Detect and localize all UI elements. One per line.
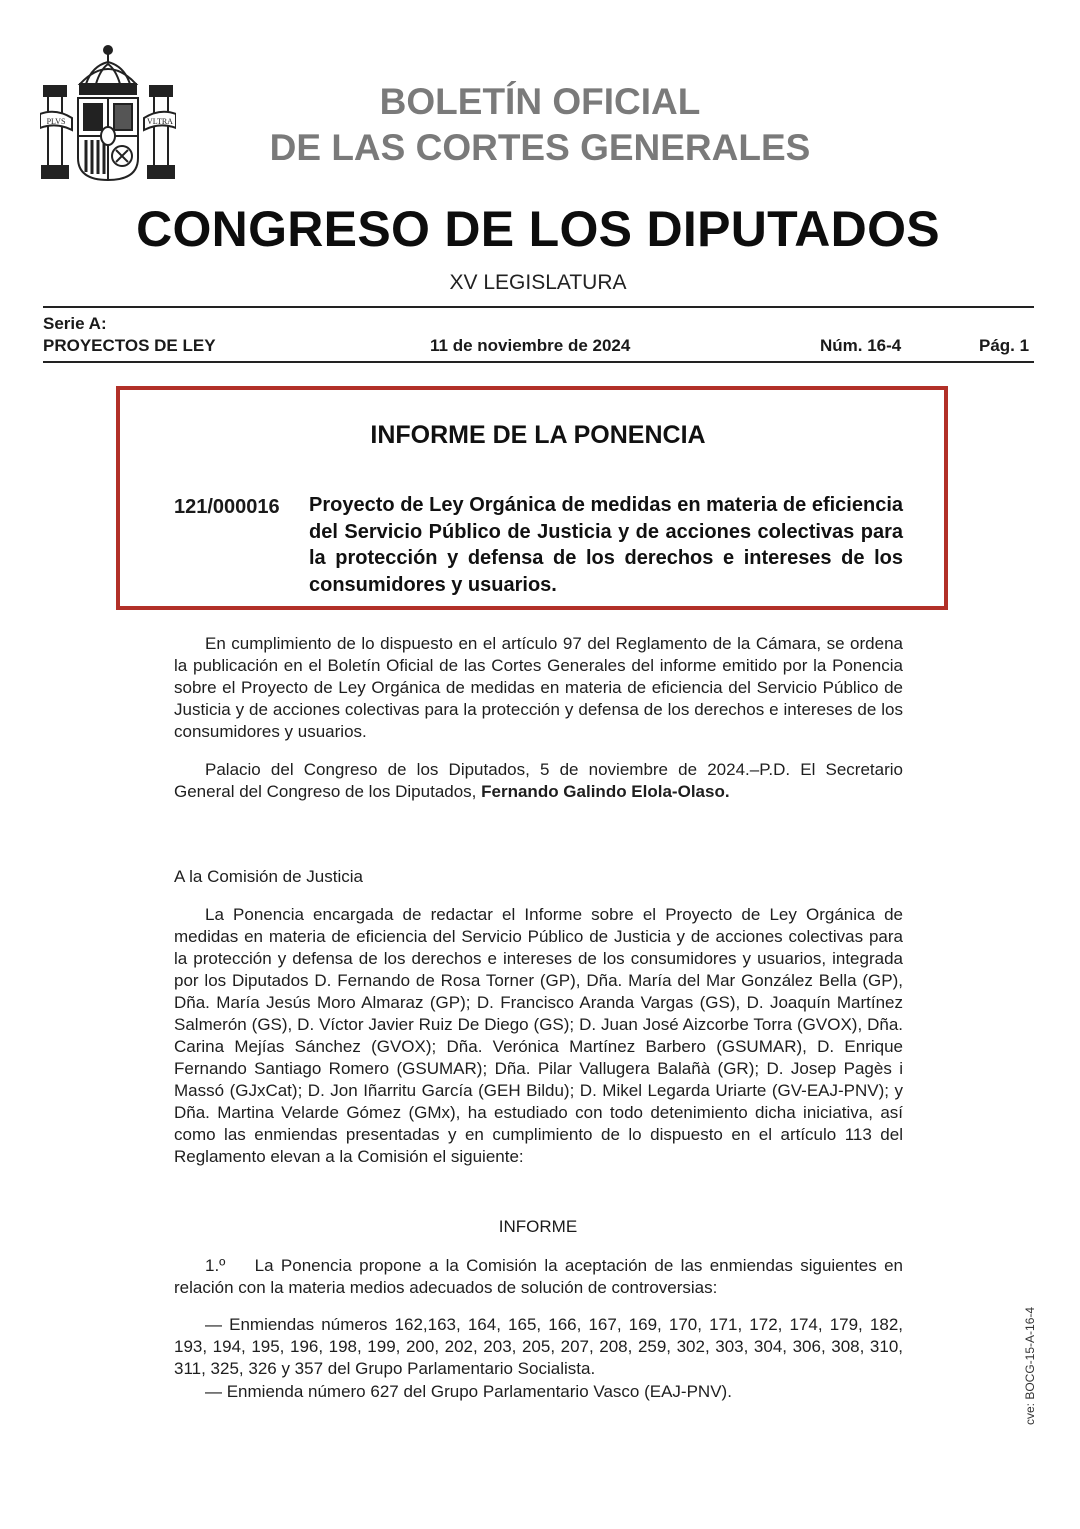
addressee: A la Comisión de Justicia: [174, 867, 363, 886]
ponencia-paragraph: La Ponencia encargada de redactar el Informe sobre el Proyecto de Ley Orgánica de medidas en materia de eficiencia del Servicio Público de Justicia y de acciones colectivas para la protección y defensa de los derechos e intereses de los consumidores y usuarios, integrada por los Diputados D. Fernando de Rosa Torner (GP), Dña. María del Mar González Bella (GP), Dña. María Jesús Moro Almaraz (GP); D. Francisco Aranda Vargas (GS), D. Joaquín Martínez Salmerón (GS), D. Víctor Javier Ruiz De Diego (GS); D. Juan José Aizcorbe Torra (GVOX), Dña. Carina Mejías Sánchez (GVOX); Dña. Verónica Martínez Barbero (GSUMAR), D. Enrique Fernando Santiago Romero (GSUMAR); Dña. Pilar Vallugera Balañà (GR); D. Josep Pagès i Massó (GJxCat); D. Jon Iñarritu García (GEH Bildu); D. Mikel Legarda Uriarte (GV-EAJ-PNV); y Dña. Martina Velarde Gómez (GMx), ha estudiado con todo detenimiento dicha iniciativa, así como las enmiendas presentadas y en cumplimiento de lo dispuesto en el artículo 113 del Reglamento elevan a la Comisión el siguiente:: [174, 905, 903, 1166]
signer-name: Fernando Galindo Elola-Olaso.: [481, 782, 730, 801]
page-number: Pág. 1: [979, 336, 1030, 355]
serie-label: Serie A:: [43, 314, 107, 333]
crest-motto-left: PLVS: [46, 117, 66, 126]
publication-order-paragraph: En cumplimiento de lo dispuesto en el artículo 97 del Reglamento de la Cámara, se ordena la publicación en el Boletín Oficial de las Cortes Generales del informe emitido por la Ponencia sobre el Proyecto de Ley Orgánica de medidas en materia de eficiencia del Servicio Público de Justicia y de acciones colectivas para la protección y defensa de los derechos e intereses de los consumidores y usuarios.: [174, 634, 903, 741]
signature-paragraph: [174, 759, 903, 803]
signature-text: Palacio del Congreso de los Diputados, 5 de noviembre de 2024.–P.D. El Secretario General del Congreso de los Diputados,: [174, 760, 903, 801]
boletin-title-line2: DE LAS CORTES GENERALES: [269, 127, 811, 168]
bill-title: Proyecto de Ley Orgánica de medidas en materia de eficiencia del Servicio Público de Justicia y de acciones colectivas para la protección y defensa de los derechos e intereses de los consumidores y usuarios.: [309, 494, 903, 596]
header-rule-top: [43, 306, 1034, 308]
issue-number: Núm. 16-4: [820, 336, 902, 355]
legislature-label: XV LEGISLATURA: [449, 271, 627, 294]
amendment-pnv-item: — Enmienda número 627 del Grupo Parlamentario Vasco (EAJ-PNV).: [205, 1382, 732, 1401]
boletin-title-line1: BOLETÍN OFICIAL: [379, 81, 701, 122]
informe-heading: INFORME: [498, 1217, 578, 1236]
amendments-socialist-item: — Enmiendas números 162,163, 164, 165, 166, 167, 169, 170, 171, 172, 174, 179, 182, 193, 194, 195, 196, 198, 199, 200, 202, 203, 205, 207, 208, 259, 302, 303, 304, 306, 308, 310, 311, 325, 326 y 357 del Grupo Parlamentario Socialista.: [174, 1315, 903, 1378]
crest-motto-right: VLTRA: [147, 117, 173, 126]
chamber-title: CONGRESO DE LOS DIPUTADOS: [136, 201, 940, 257]
file-number: 121/000016: [174, 496, 280, 518]
point-1-paragraph: 1.º La Ponencia propone a la Comisión la aceptación de las enmiendas siguientes en relación con la materia medios adecuados de solución de controversias:: [174, 1256, 908, 1297]
publication-date: 11 de noviembre de 2024: [430, 336, 631, 355]
serie-name: PROYECTOS DE LEY: [43, 336, 216, 355]
cve-code: cve: BOCG-15-A-16-4: [1023, 1306, 1037, 1425]
report-title: INFORME DE LA PONENCIA: [370, 421, 706, 449]
header-rule-bottom: [43, 361, 1034, 363]
